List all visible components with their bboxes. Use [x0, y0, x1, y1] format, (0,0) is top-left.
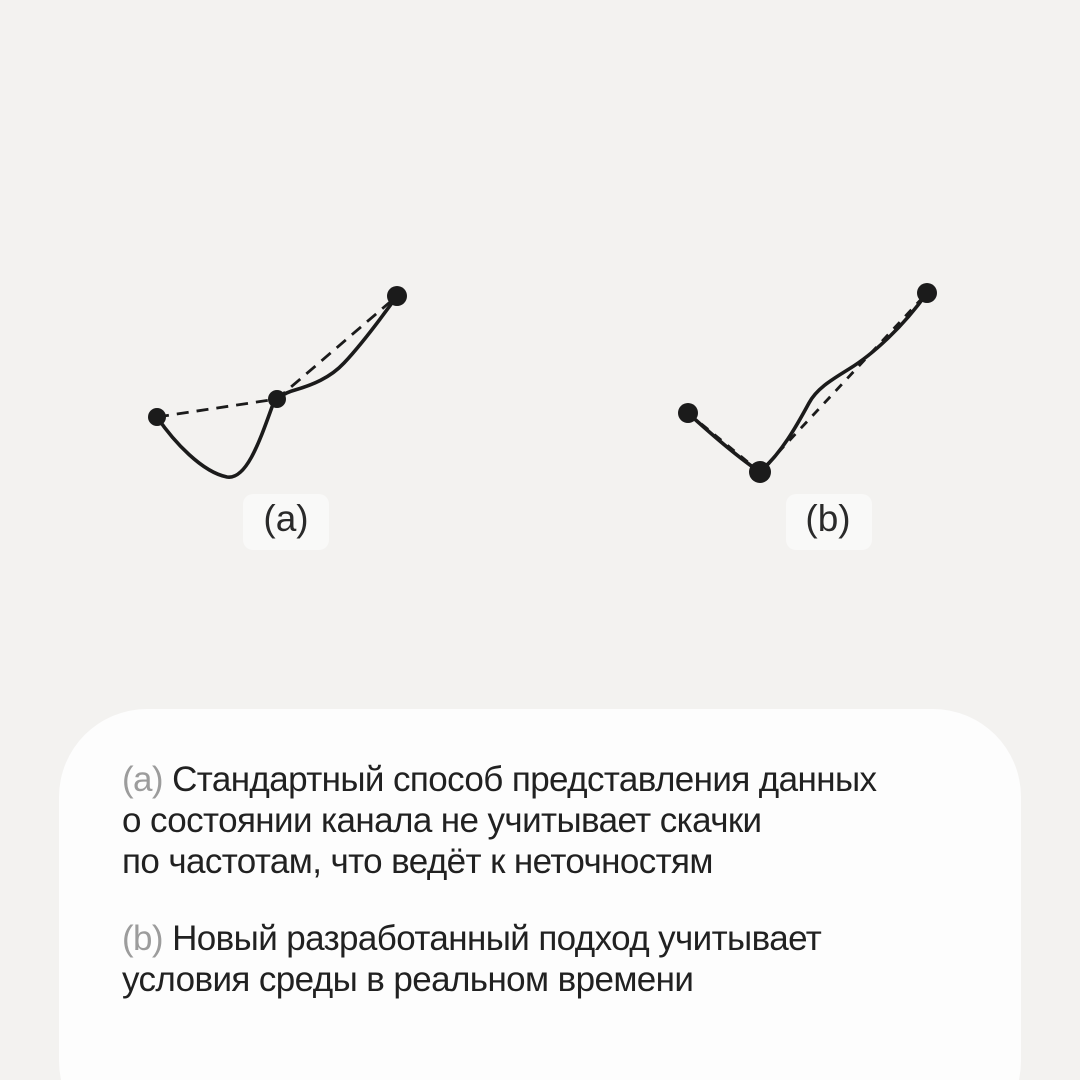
- figure-b: [678, 283, 937, 550]
- caption-b-line: условия среды в реальном времени: [122, 960, 694, 999]
- caption-item-a: [122, 759, 965, 882]
- figure-a-point: [387, 286, 407, 306]
- figure-a-point: [268, 390, 286, 408]
- figure-a: [148, 286, 407, 550]
- caption-b-text: Новый разработанный подход учитывает: [172, 919, 822, 958]
- caption-a-line: [122, 759, 965, 800]
- caption-a-line: о состоянии канала не учитывает скачки: [122, 801, 762, 840]
- caption-b-line: [122, 918, 965, 959]
- figure-b-point: [749, 461, 771, 483]
- caption-a-prefix: (a): [122, 760, 163, 799]
- figure-b-point: [917, 283, 937, 303]
- figure-b-solid-curve: [688, 293, 927, 472]
- figure-a-solid-curve: [157, 296, 397, 477]
- caption-a-text: Стандартный способ представления данных: [172, 760, 877, 799]
- caption-b-prefix: (b): [122, 919, 163, 958]
- figure-b-point: [678, 403, 698, 423]
- caption-card: [59, 709, 1021, 1080]
- caption-item-b: [122, 918, 965, 1000]
- figure-a-label: (a): [263, 498, 309, 539]
- figure-b-label: (b): [805, 498, 851, 539]
- figure-a-point: [148, 408, 166, 426]
- caption-a-line: по частотам, что ведёт к неточностям: [122, 842, 713, 881]
